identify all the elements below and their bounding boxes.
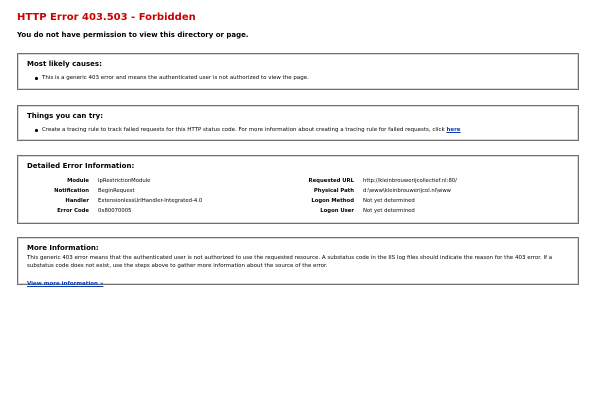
- logon-user-value: Not yet determined: [363, 208, 415, 214]
- likely-causes-list: [27, 74, 569, 82]
- logon-method-label: Logon Method: [311, 198, 354, 204]
- detailed-error-heading: Detailed Error Information:: [27, 162, 135, 170]
- error-code-label: Error Code: [57, 208, 89, 214]
- error-header: [17, 11, 587, 40]
- more-information-box: [17, 237, 579, 285]
- likely-causes-heading: Most likely causes:: [27, 60, 102, 68]
- notification-value: BeginRequest: [98, 188, 135, 194]
- likely-cause-item: This is a generic 403 error and means the authenticated user is not authorized to view the page.: [42, 74, 569, 82]
- handler-label: Handler: [65, 198, 89, 204]
- table-row: [27, 186, 457, 196]
- things-to-try-text: Create a tracing rule to track failed requests for this HTTP status code. For more information about creating a tracing rule for failed requests, click: [42, 127, 447, 133]
- detailed-error-table: [27, 176, 457, 216]
- table-row: [27, 176, 457, 186]
- things-to-try-list: [27, 126, 569, 134]
- detailed-error-box: [17, 155, 579, 224]
- error-title: HTTP Error 403.503 - Forbidden: [17, 12, 196, 23]
- notification-label: Notification: [54, 188, 89, 194]
- more-information-heading: More Information:: [27, 244, 99, 252]
- things-to-try-heading: Things you can try:: [27, 112, 104, 120]
- table-row: [27, 196, 457, 206]
- module-label: Module: [67, 178, 89, 184]
- logon-method-value: Not yet determined: [363, 198, 415, 204]
- likely-causes-box: [17, 53, 579, 90]
- physical-path-value: d:\www\kleinbrouwerijcol.nl\www: [363, 188, 451, 194]
- things-to-try-box: [17, 105, 579, 141]
- logon-user-label: Logon User: [320, 208, 354, 214]
- module-value: IpRestrictionModule: [98, 178, 151, 184]
- error-subtitle: You do not have permission to view this directory or page.: [17, 31, 249, 39]
- view-more-information-link[interactable]: View more information »: [27, 281, 104, 287]
- handler-value: ExtensionlessUrlHandler-Integrated-4.0: [98, 198, 203, 204]
- table-row: [27, 206, 457, 216]
- requested-url-value: http://kleinbrouwerijcollectief.nl:80/: [363, 178, 457, 184]
- requested-url-label: Requested URL: [308, 178, 354, 184]
- physical-path-label: Physical Path: [313, 188, 354, 194]
- tracing-help-link[interactable]: here: [446, 127, 461, 133]
- error-code-value: 0x80070005: [98, 208, 132, 214]
- more-information-text: This generic 403 error means that the authenticated user is not authorized to use the requested resource. A substatus code in the IIS log files should indicate the reason for the 403 error. If a substatus code does not exist, use the steps above to gather more information about the source of the error.: [27, 255, 553, 269]
- things-to-try-item: [42, 126, 569, 134]
